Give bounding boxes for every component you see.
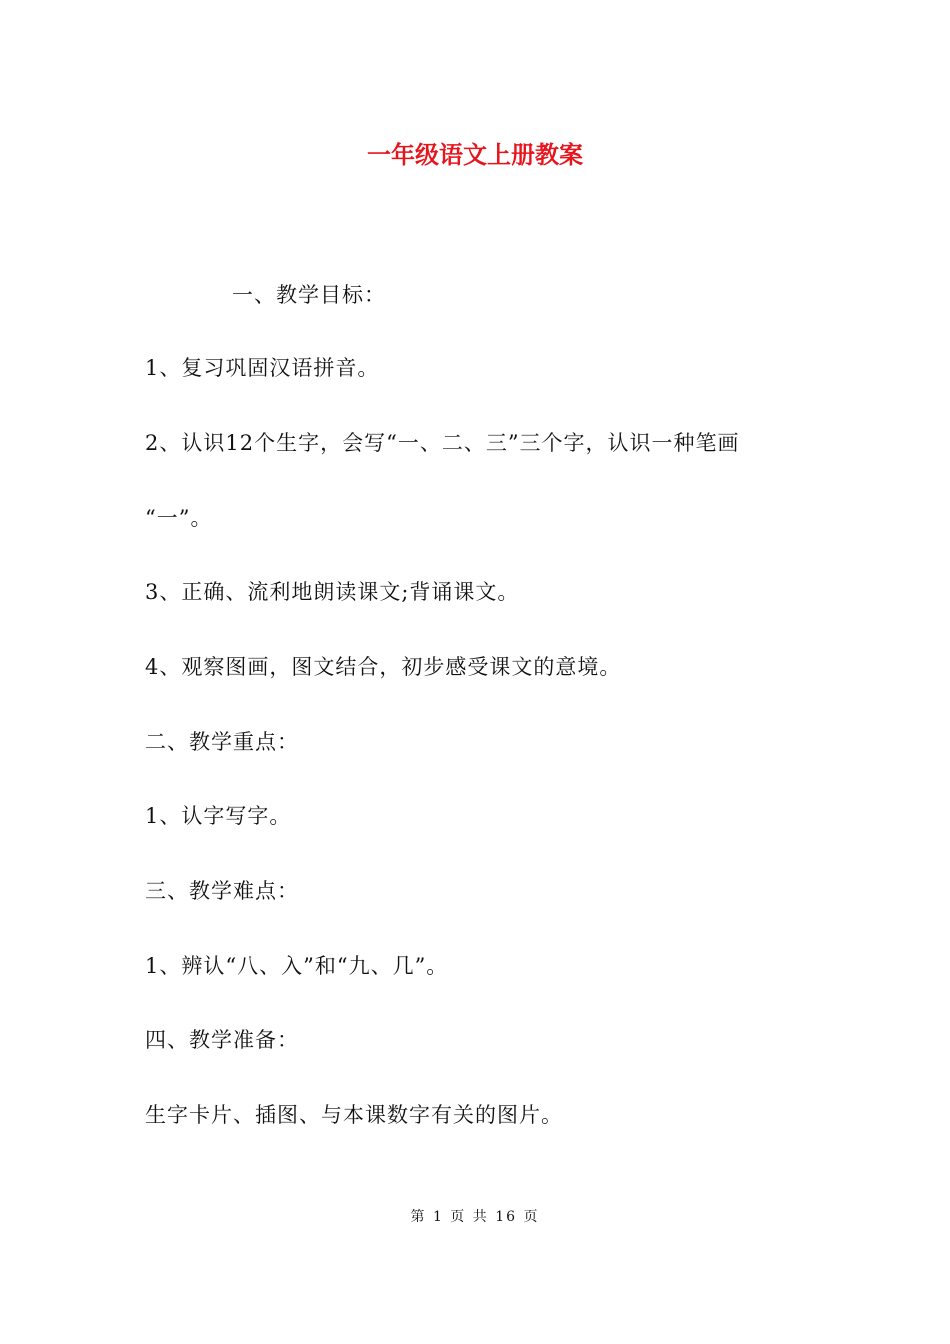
page-number-footer: 第 1 页 共 16 页 [410, 1209, 540, 1225]
key-point-item-1: 1、认字写字。 [145, 804, 292, 828]
section-heading-preparation: 四、教学准备： [145, 1028, 299, 1052]
document-title: 一年级语文上册教案 [367, 141, 583, 169]
section-heading-key-points: 二、教学重点： [145, 730, 299, 754]
preparation-text: 生字卡片、插图、与本课数字有关的图片。 [145, 1103, 563, 1127]
objective-item-2: 2、认识12个生字，会写“一、二、三”三个字，认识一种笔画 [145, 431, 740, 455]
objective-item-1: 1、复习巩固汉语拼音。 [145, 356, 380, 380]
objective-item-4: 4、观察图画，图文结合，初步感受课文的意境。 [145, 655, 622, 679]
section-heading-difficulties: 三、教学难点： [145, 879, 299, 903]
objective-item-2-continued: “一”。 [145, 506, 213, 530]
objective-item-3: 3、正确、流利地朗读课文;背诵课文。 [145, 580, 520, 604]
difficulty-item-1: 1、辨认“八、入”和“九、几”。 [145, 954, 449, 978]
section-heading-objectives: 一、教学目标： [232, 283, 386, 307]
